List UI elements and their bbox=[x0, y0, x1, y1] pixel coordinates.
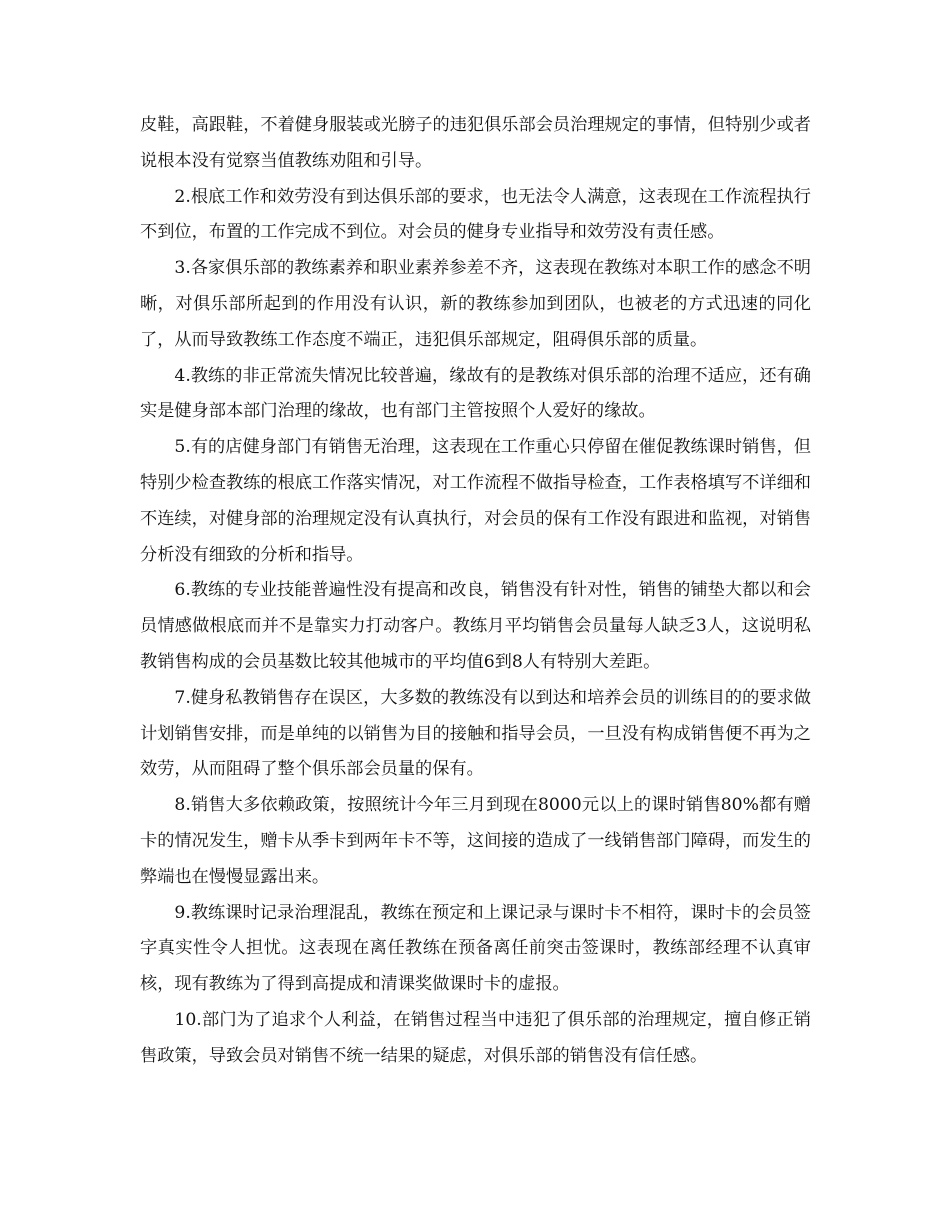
paragraph-item-10: 10.部门为了追求个人利益，在销售过程当中违犯了俱乐部的治理规定，擅自修正销售政策，导致会员对销售不统一结果的疑虑，对俱乐部的销售没有信任感。 bbox=[140, 1009, 811, 1066]
paragraph-item-7: 7.健身私教销售存在误区，大多数的教练没有以到达和培养会员的训练目的的要求做计划销售安排，而是单纯的以销售为目的接触和指导会员，一旦没有构成销售便不再为之效劳，从而阻碍了整个俱乐部会员量的保有。 bbox=[140, 687, 811, 780]
paragraph-item-6: 6.教练的专业技能普遍性没有提高和改良，销售没有针对性，销售的铺垫大都以和会员情感做根底而并不是靠实力打动客户。教练月平均销售会员量每人缺乏3人，这说明私教销售构成的会员基数比较其他城市的平均值6到8人有特别大差距。 bbox=[140, 580, 811, 672]
paragraph-item-9: 9.教练课时记录治理混乱，教练在预定和上课记录与课时卡不相符，课时卡的会员签字真实性令人担忧。这表现在离任教练在预备离任前突击签课时，教练部经理不认真审核，现有教练为了得到高提成和清课奖做课时卡的虚报。 bbox=[140, 902, 811, 995]
paragraph-item-2: 2.根底工作和效劳没有到达俱乐部的要求，也无法令人满意，这表现在工作流程执行不到位，布置的工作完成不到位。对会员的健身专业指导和效劳没有责任感。 bbox=[140, 186, 811, 243]
document-body bbox=[140, 108, 811, 1075]
paragraph-item-3: 3.各家俱乐部的教练素养和职业素养参差不齐，这表现在教练对本职工作的感念不明晰，对俱乐部所起到的作用没有认识，新的教练参加到团队，也被老的方式迅速的同化了，从而导致教练工作态度不端正，违犯俱乐部规定，阻碍俱乐部的质量。 bbox=[140, 258, 811, 350]
paragraph-item-8: 8.销售大多依赖政策，按照统计今年三月到现在8000元以上的课时销售80%都有赠卡的情况发生，赠卡从季卡到两年卡不等，这间接的造成了一线销售部门障碍，而发生的弊端也在慢慢显露出来。 bbox=[140, 795, 811, 887]
paragraph-continuation: 皮鞋，高跟鞋，不着健身服装或光膀子的违犯俱乐部会员治理规定的事情，但特别少或者说根本没有觉察当值教练劝阻和引导。 bbox=[140, 115, 811, 171]
paragraph-item-5: 5.有的店健身部门有销售无治理，这表现在工作重心只停留在催促教练课时销售，但特别少检查教练的根底工作落实情况，对工作流程不做指导检查，工作表格填写不详细和不连续，对健身部的治理规定没有认真执行，对会员的保有工作没有跟进和监视，对销售分析没有细致的分析和指导。 bbox=[140, 437, 811, 565]
paragraph-item-4: 4.教练的非正常流失情况比较普遍，缘故有的是教练对俱乐部的治理不适应，还有确实是健身部本部门治理的缘故，也有部门主管按照个人爱好的缘故。 bbox=[140, 365, 811, 422]
